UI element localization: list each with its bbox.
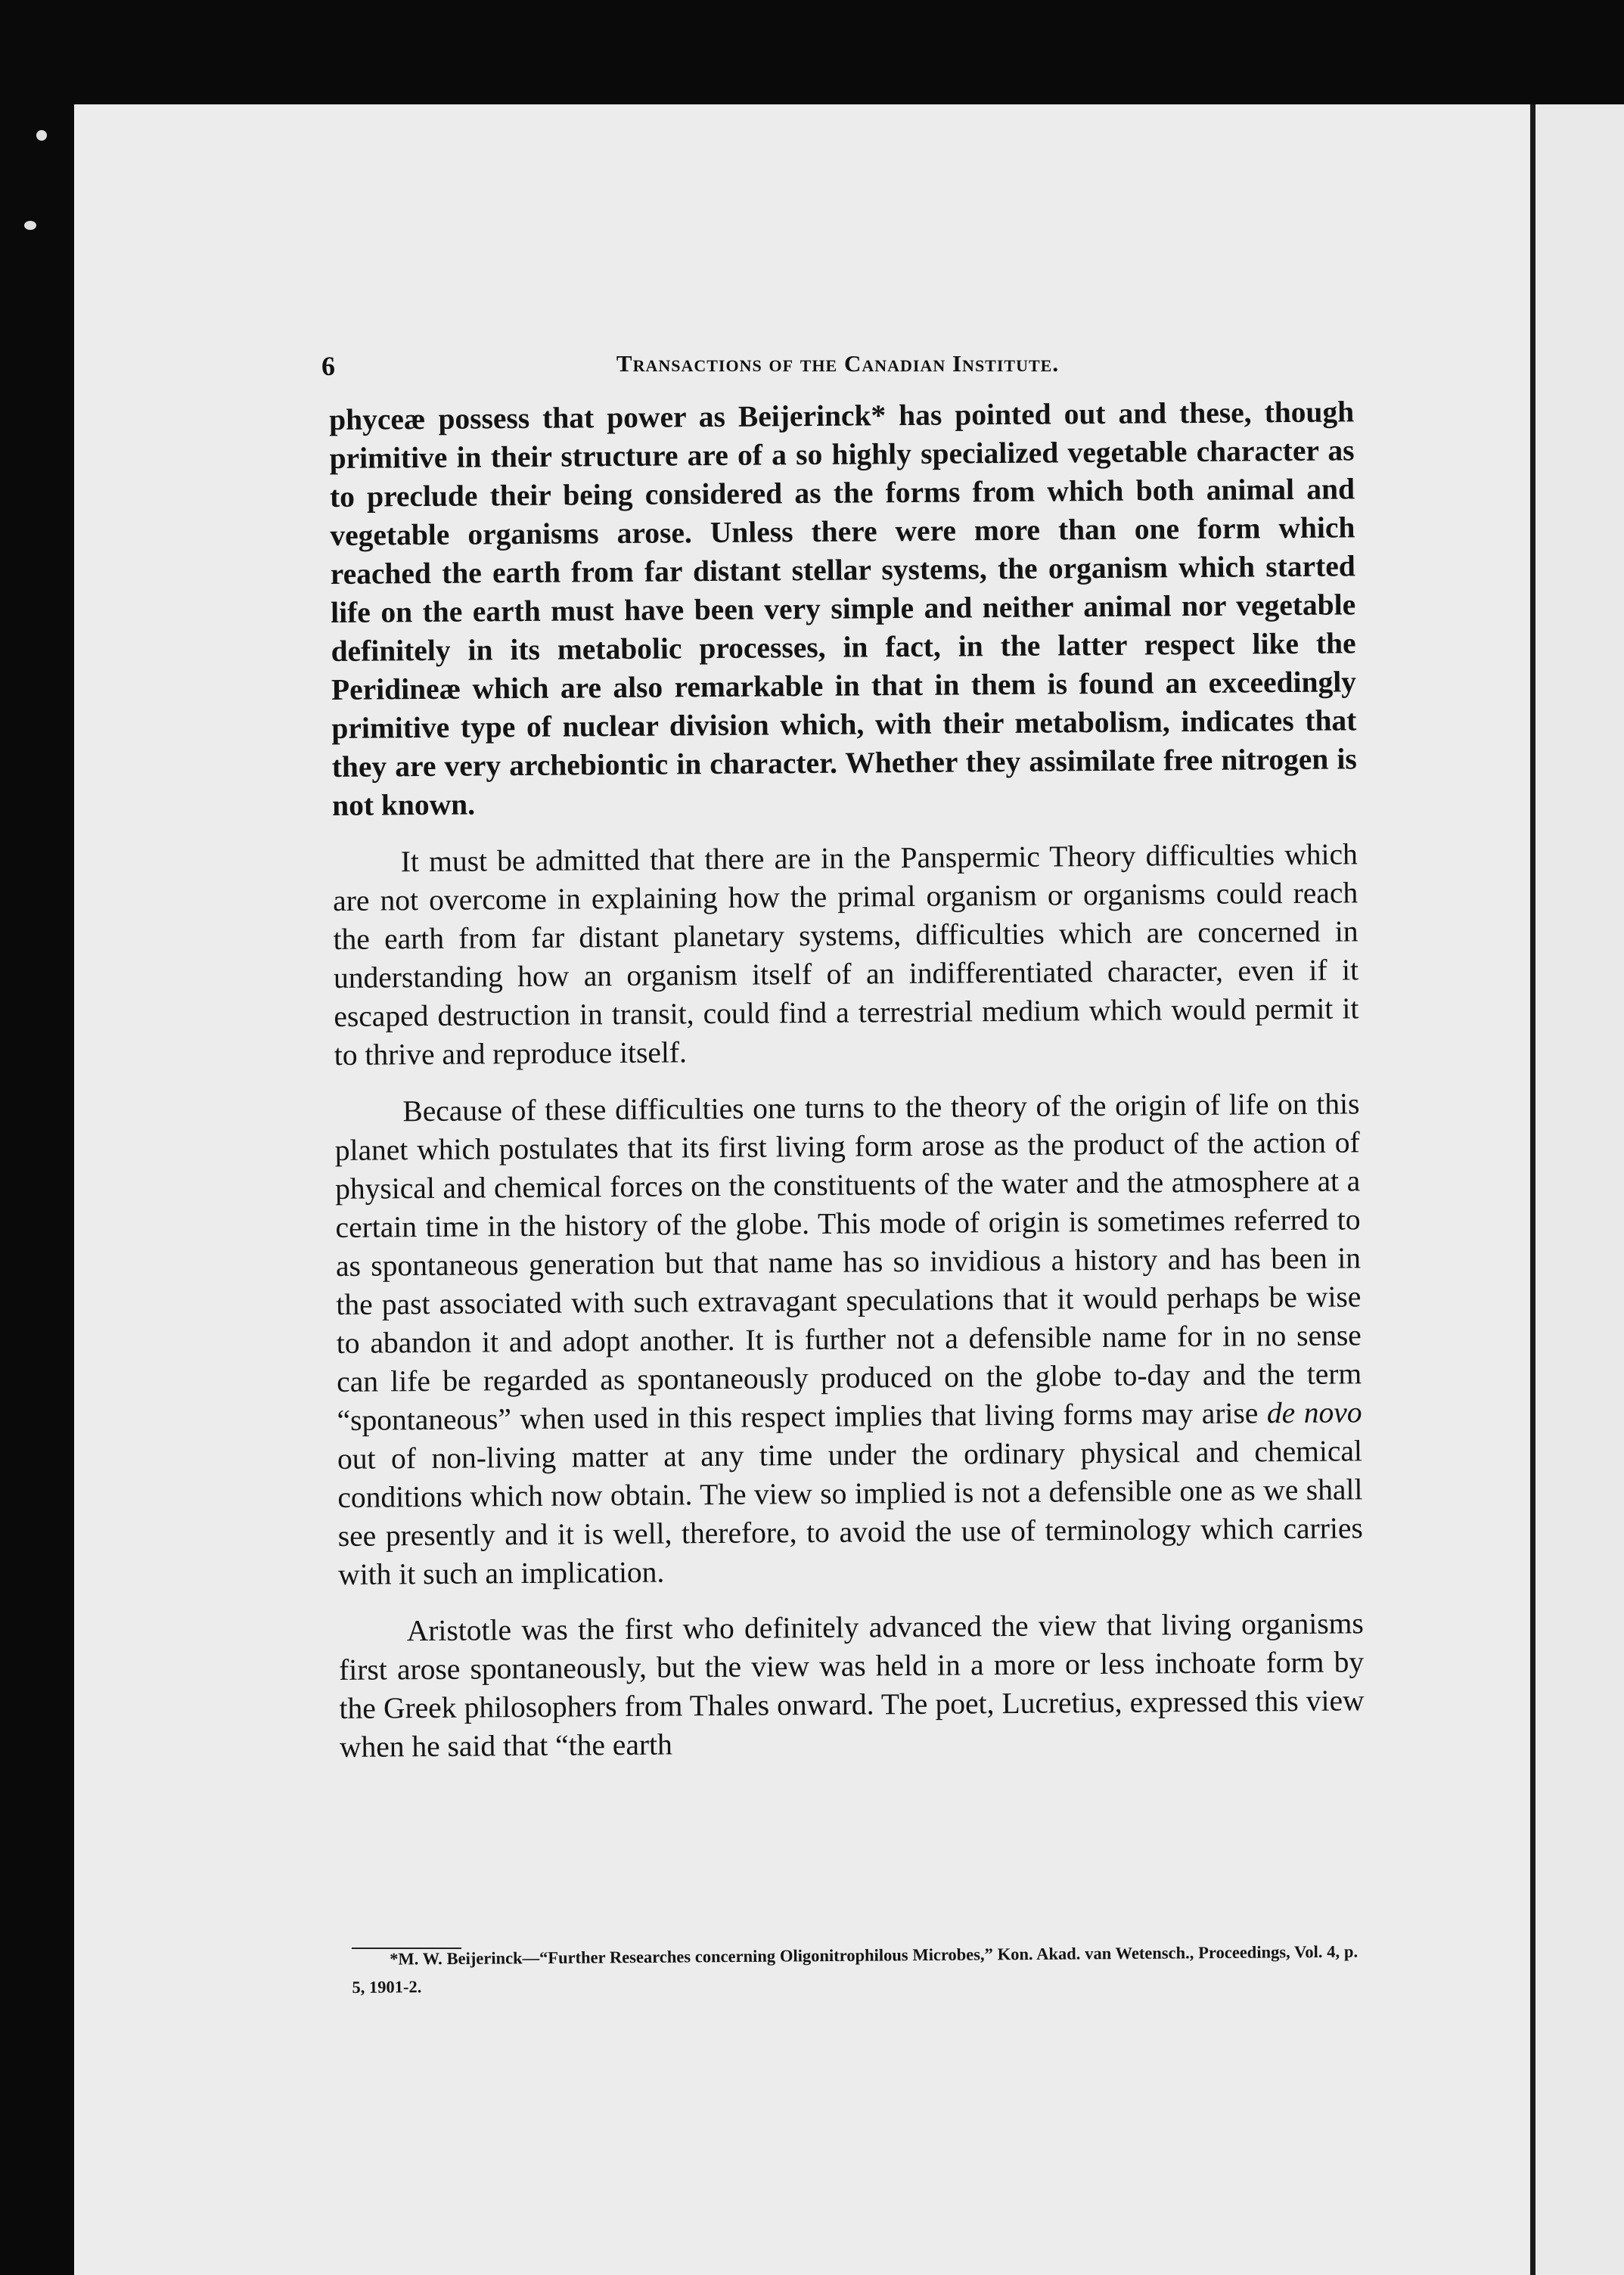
running-head: Transactions of the Canadian Institute.	[616, 350, 1060, 377]
page-number: 6	[321, 351, 335, 381]
facing-page-edge	[1536, 104, 1624, 2275]
page-gutter	[1530, 104, 1536, 2275]
paragraph: phyceæ possess that power as Beijerinck* has pointed out and these, though primitive in their structure are of a so highly specialized vegetable character as to preclude their being considered as the forms from which both animal and vegetable organisms arose. Unless there were more than one form which reached the earth from far distant stellar systems, the organism which started life on the earth must have been very simple and neither animal nor vegetable definitely in its metabolic processes, in fact, in the latter respect like the Peridineæ which are also remarkable in that in them is found an exceedingly primitive type of nuclear division which, with their metabolism, indicates that they are very archebiontic in character. Whether they assimilate free nitrogen is not known.	[329, 395, 1357, 822]
paragraph-text: out of non-living matter at any time under the ordinary physical and chemical conditions which now obtain. The view so implied is not a defensible one as we shall see presently and it is well, therefore, to avoid the use of terminology which carries with it such an implication.	[337, 1434, 1363, 1591]
paragraph: It must be admitted that there are in the Panspermic Theory difficulties which are not overcome in explaining how the primal organism or organisms could reach the earth from far distant planetary systems, difficulties which are concerned in understanding how an organism itself of an indifferentiated character, even if it escaped destruction in transit, could find a terrestrial medium which would permit it to thrive and reproduce itself.	[333, 837, 1359, 1072]
footnote: *M. W. Beijerinck—“Further Researches concerning Oligonitrophilous Microbes,” Kon. Akad. van Wetensch., Proceedings, Vol. 4, p. 5, 1901-2.	[352, 1941, 1359, 1997]
body-text	[329, 393, 1365, 1785]
page-header	[321, 344, 1354, 390]
paragraph-text: Because of these difficulties one turns to the theory of the origin of life on this planet which postulates that its first living form arose as the product of the action of physical and chemical forces on the constituents of the water and the atmosphere at a certain time in the history of the globe. This mode of origin is sometimes referred to as spontaneous generation but that name has so invidious a history and has been in the past associated with such extravagant speculations that it would perhaps be wise to abandon it and adopt another. It is further not a defensible name for in no sense can life be regarded as spontaneously produced on the globe to-day and the term “spontaneous” when used in this respect implies that living forms may arise	[334, 1087, 1362, 1437]
dust-speck	[36, 130, 47, 141]
paragraph: Aristotle was the first who definitely advanced the view that living organisms first arose spontaneously, but the view was held in a more or less inchoate form by the Greek philosophers from Thales onward. The poet, Lucretius, expressed this view when he said that “the earth	[339, 1606, 1365, 1764]
italic-phrase: de novo	[1266, 1395, 1362, 1430]
paragraph	[334, 1085, 1363, 1594]
dust-speck	[24, 221, 36, 230]
